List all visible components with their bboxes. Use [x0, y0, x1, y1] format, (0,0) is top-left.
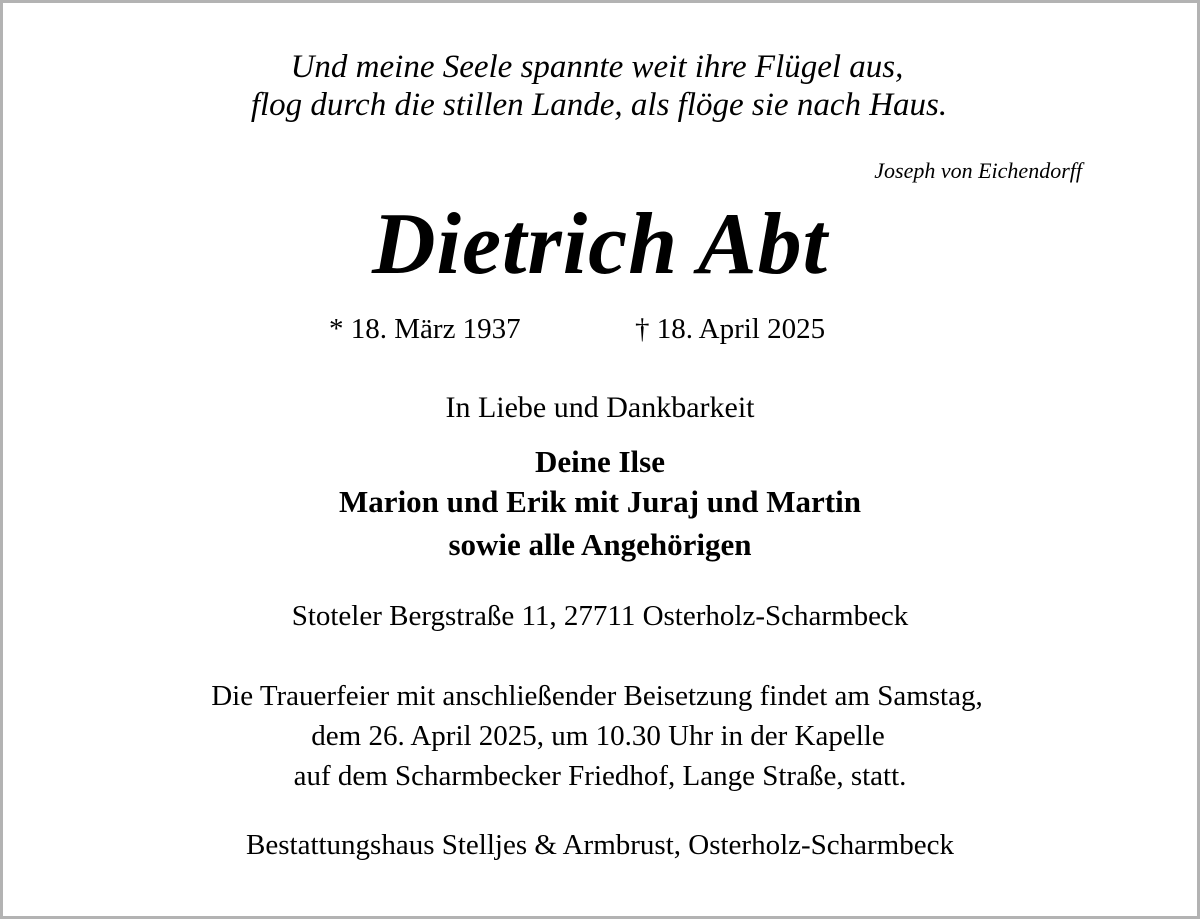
mourner-line: Deine Ilse [534, 444, 665, 479]
greeting: In Liebe und Dankbarkeit [445, 391, 755, 424]
address: Stoteler Bergstraße 11, 27711 Osterholz-Scharmbeck [291, 600, 909, 632]
mourner-line: sowie alle Angehörigen [448, 527, 752, 562]
funeral-home: Bestattungshaus Stelljes & Armbrust, Osterholz-Scharmbeck [246, 829, 954, 861]
poem-line-1: Und meine Seele spannte weit ihre Flügel aus, [290, 49, 904, 85]
mourner-line: Marion und Erik mit Juraj und Martin [339, 484, 861, 519]
service-line: dem 26. April 2025, um 10.30 Uhr in der Kapelle [311, 720, 885, 752]
poem-author: Joseph von Eichendorff [874, 158, 1082, 183]
birth-date: * 18. März 1937 [329, 313, 521, 345]
deceased-name: Dietrich Abt [371, 196, 829, 293]
service-line: auf dem Scharmbecker Friedhof, Lange Straße, statt. [293, 760, 907, 792]
poem-line-2: flog durch die stillen Lande, als flöge sie nach Haus. [250, 87, 948, 123]
death-date: † 18. April 2025 [635, 313, 826, 345]
service-line: Die Trauerfeier mit anschließender Beisetzung findet am Samstag, [211, 680, 983, 712]
